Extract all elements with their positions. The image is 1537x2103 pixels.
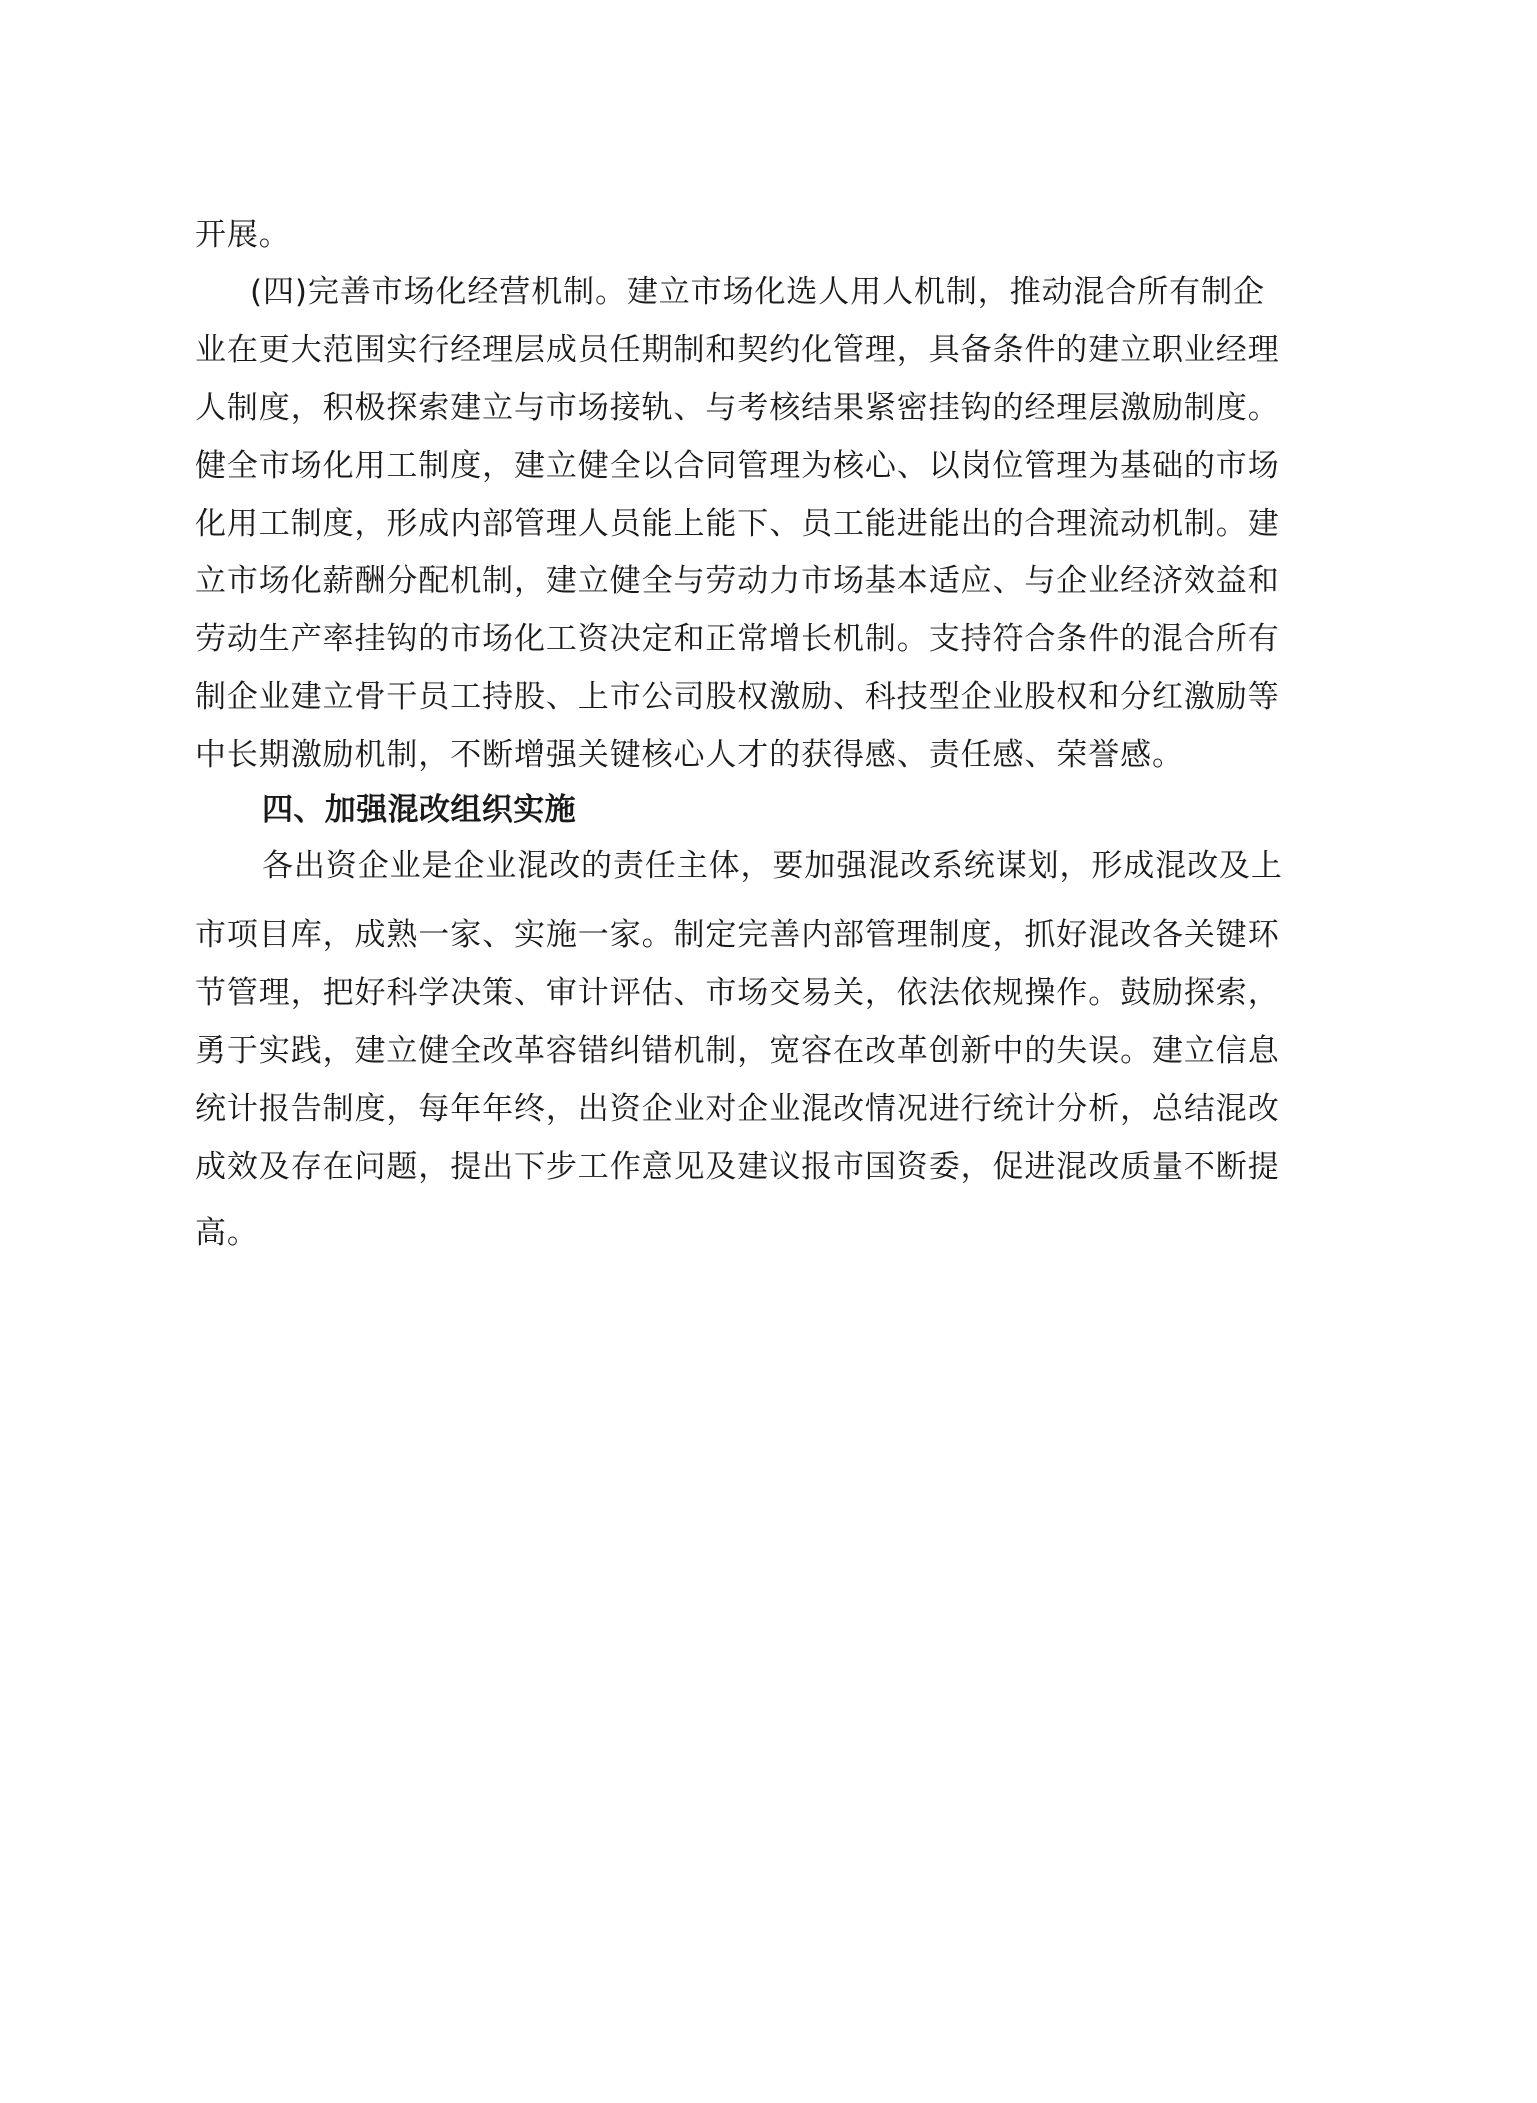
section-heading: 四、加强混改组织实施 xyxy=(262,792,576,828)
paragraph-line: 市项目库，成熟一家、实施一家。制定完善内部管理制度，抓好混改各关键环 xyxy=(195,917,1280,953)
paragraph-line: 化用工制度，形成内部管理人员能上能下、员工能进能出的合理流动机制。建 xyxy=(195,506,1280,542)
paragraph-line: (四)完善市场化经营机制。建立市场化选人用人机制，推动混合所有制企 xyxy=(250,274,1265,310)
paragraph-line: 立市场化薪酬分配机制，建立健全与劳动力市场基本适应、与企业经济效益和 xyxy=(195,563,1280,599)
paragraph-line: 勇于实践，建立健全改革容错纠错机制，宽容在改革创新中的失误。建立信息 xyxy=(195,1033,1280,1069)
paragraph-line: 高。 xyxy=(195,1215,259,1251)
paragraph-line: 中长期激励机制，不断增强关键核心人才的获得感、责任感、荣誉感。 xyxy=(195,737,1184,773)
paragraph-line: 健全市场化用工制度，建立健全以合同管理为核心、以岗位管理为基础的市场 xyxy=(195,448,1280,484)
paragraph-line: 劳动生产率挂钩的市场化工资决定和正常增长机制。支持符合条件的混合所有 xyxy=(195,621,1280,657)
paragraph-line: 制企业建立骨干员工持股、上市公司股权激励、科技型企业股权和分红激励等 xyxy=(195,679,1280,715)
paragraph-line: 开展。 xyxy=(195,217,291,253)
paragraph-line: 成效及存在问题，提出下步工作意见及建议报市国资委，促进混改质量不断提 xyxy=(195,1149,1280,1185)
paragraph-line: 各出资企业是企业混改的责任主体，要加强混改系统谋划，形成混改及上 xyxy=(262,848,1283,884)
paragraph-line: 节管理，把好科学决策、审计评估、市场交易关，依法依规操作。鼓励探索， xyxy=(195,975,1280,1011)
paragraph-line: 统计报告制度，每年年终，出资企业对企业混改情况进行统计分析，总结混改 xyxy=(195,1091,1280,1127)
paragraph-line: 人制度，积极探索建立与市场接轨、与考核结果紧密挂钩的经理层激励制度。 xyxy=(195,390,1280,426)
paragraph-line: 业在更大范围实行经理层成员任期制和契约化管理，具备条件的建立职业经理 xyxy=(195,332,1280,368)
